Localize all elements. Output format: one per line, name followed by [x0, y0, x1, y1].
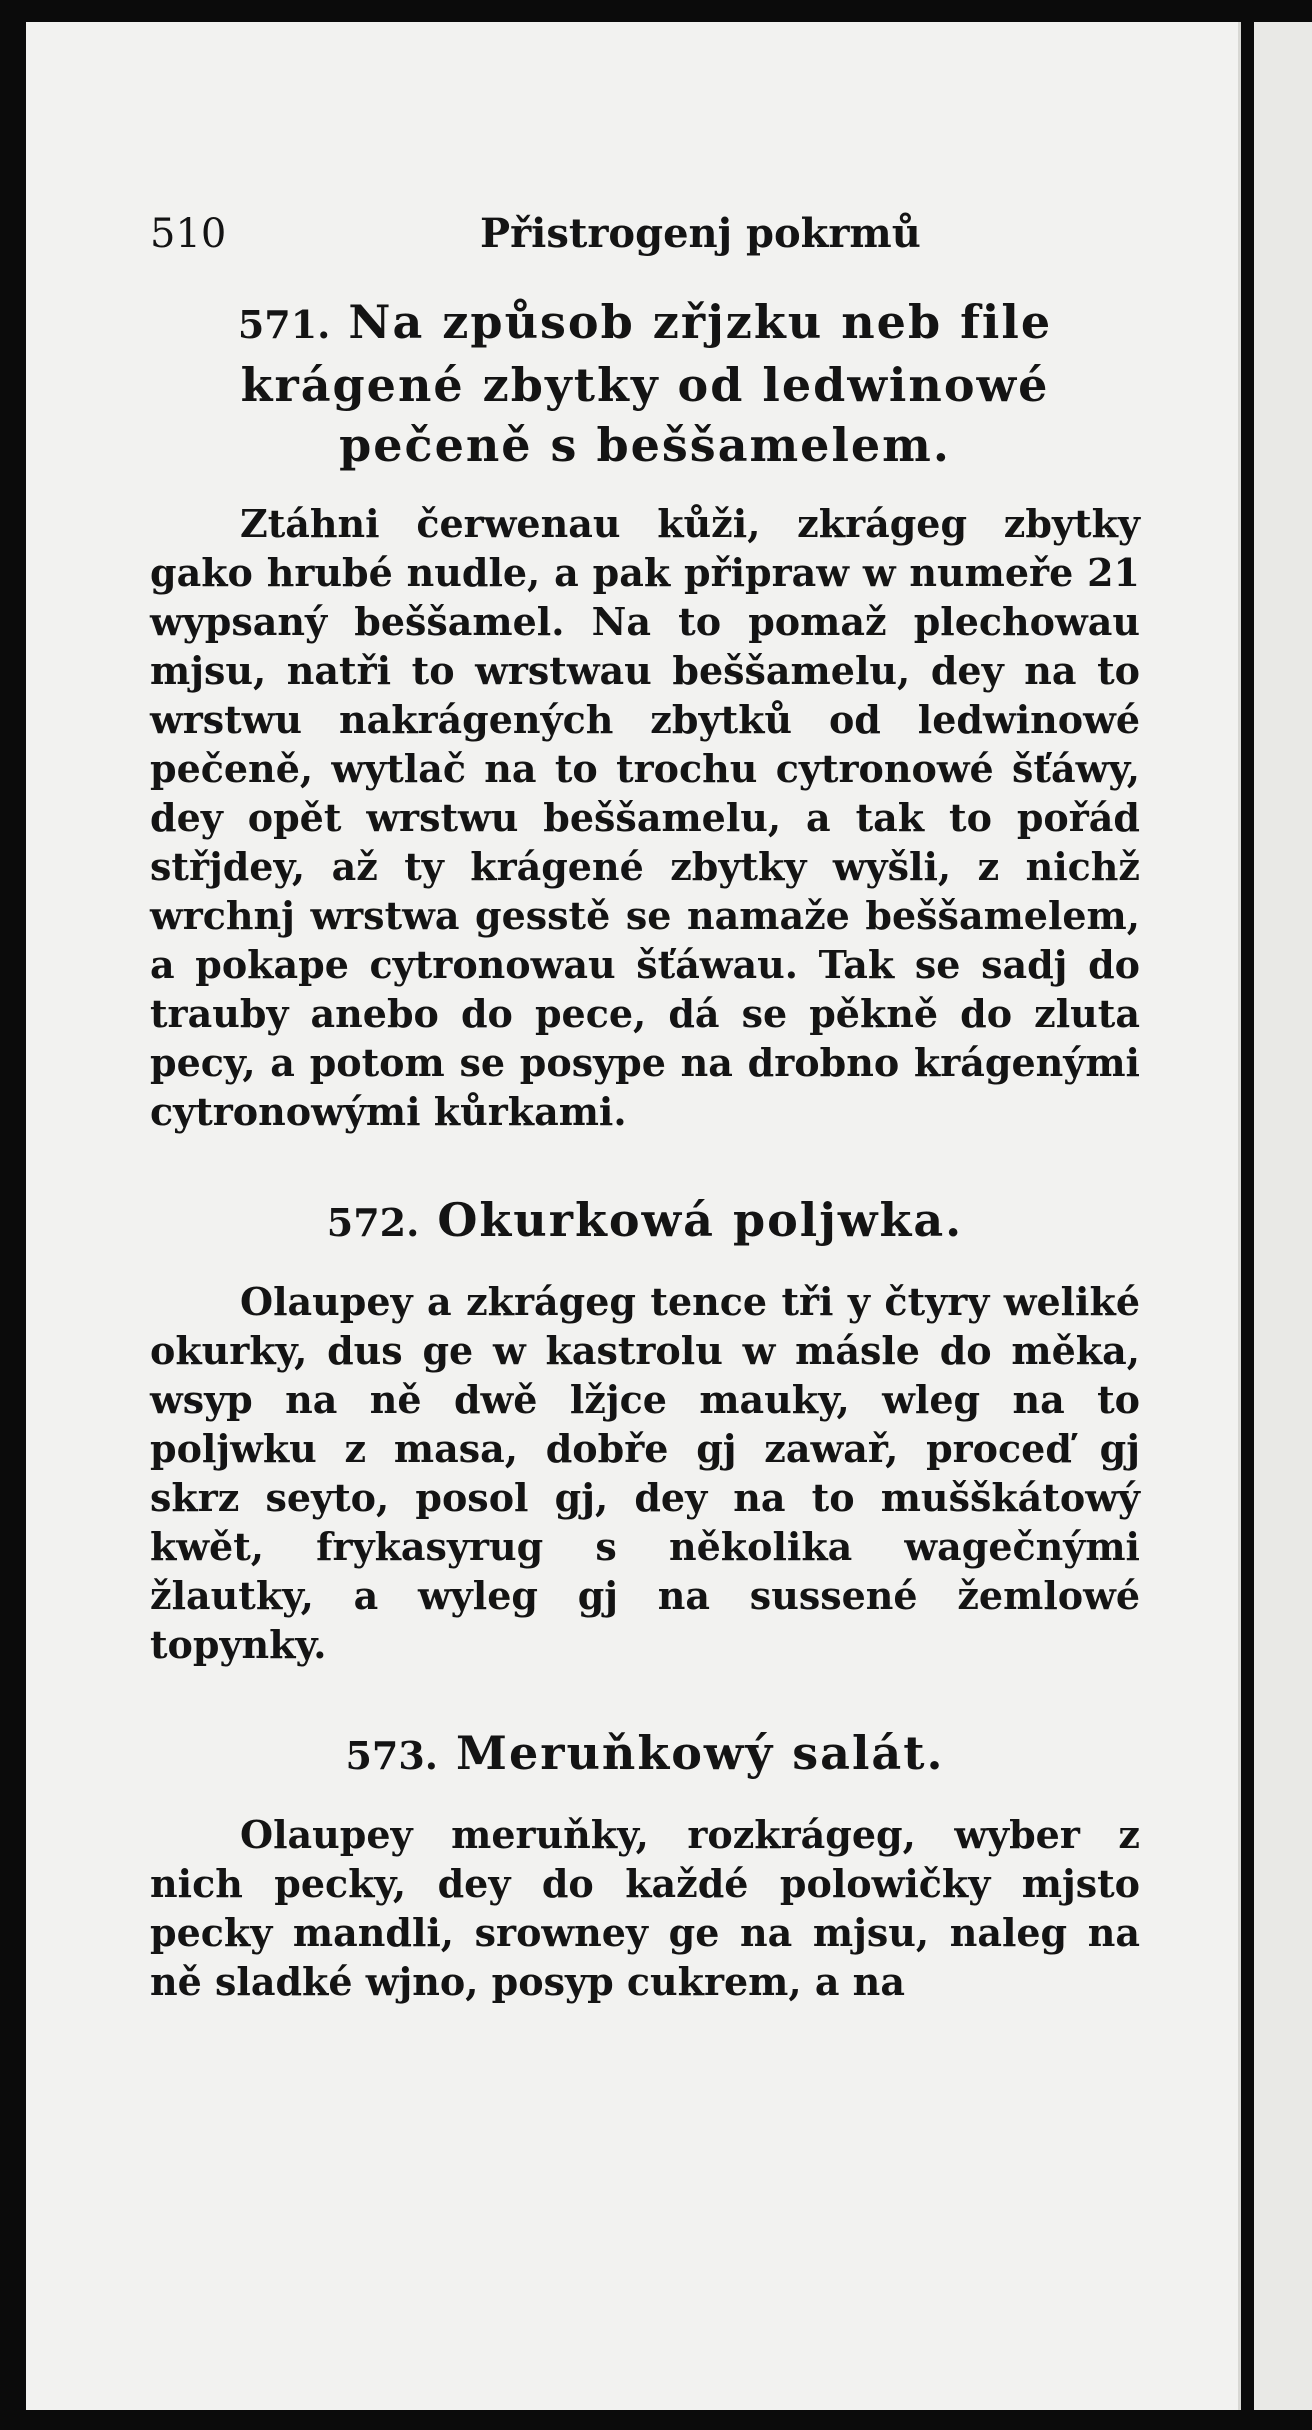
recipe-number: 572. [326, 1200, 420, 1245]
recipe-heading-573 [150, 1723, 1140, 1786]
page-number: 510 [150, 211, 227, 257]
recipe-body-571: Ztáhni čerwenau kůži, zkrágeg zbytky gako hrubé nudle, a pak připraw w numeře 21 wypsaný beššamel. Na to pomaž plechowau mjsu, natři to wrstwau beššamelu, dey na to wrstwu nakrágených zbytků od ledwinowé pečeně, wytlač na to trochu cytronowé šťáwy, dey opět wrstwu beššamelu, a tak to pořád střjdey, až ty krágené zbytky wyšli, z nichž wrchnj wrstwa gesstě se namaže beššamelem, a pokape cytronowau šťáwau. Tak se sadj do trauby anebo do pece, dá se pěkně do zluta pecy, a potom se posype na drobno krágenými cytronowými kůrkami. [150, 501, 1140, 1134]
recipe-title: Na způsob zřjzku neb file krágené zbytky od ledwinowé pečeně s beššamelem. [240, 295, 1053, 472]
recipe-number: 571. [237, 302, 331, 347]
recipe-title: Okurkowá poljwka. [437, 1193, 964, 1247]
running-head-title: Přistrogenj pokrmů [480, 210, 921, 257]
recipe-number: 573. [345, 1733, 439, 1778]
facing-page-edge [1254, 22, 1312, 2410]
recipe-title: Meruňkowý salát. [456, 1726, 945, 1780]
recipe-body-573: Olaupey meruňky, rozkrágeg, wyber z nich pecky, dey do každé polowičky mjsto pecky mandli, srowney ge na mjsu, naleg na ně sladké wjno, posyp cukrem, a na [150, 1812, 1140, 2004]
page-text [150, 210, 1140, 2006]
running-head [150, 210, 1140, 280]
recipe-heading-572 [150, 1190, 1140, 1253]
recipe-heading-571 [150, 292, 1140, 475]
recipe-body-572: Olaupey a zkrágeg tence tři y čtyry weliké okurky, dus ge w kastrolu w másle do měka, wsyp na ně dwě lžjce mauky, wleg na to poljwku z masa, dobře gj zawař, proceď gj skrz seyto, posol gj, dey na to mušškátowý kwět, frykasyrug s několika wagečnými žlautky, a wyleg gj na sussené žemlowé topynky. [150, 1279, 1140, 1667]
